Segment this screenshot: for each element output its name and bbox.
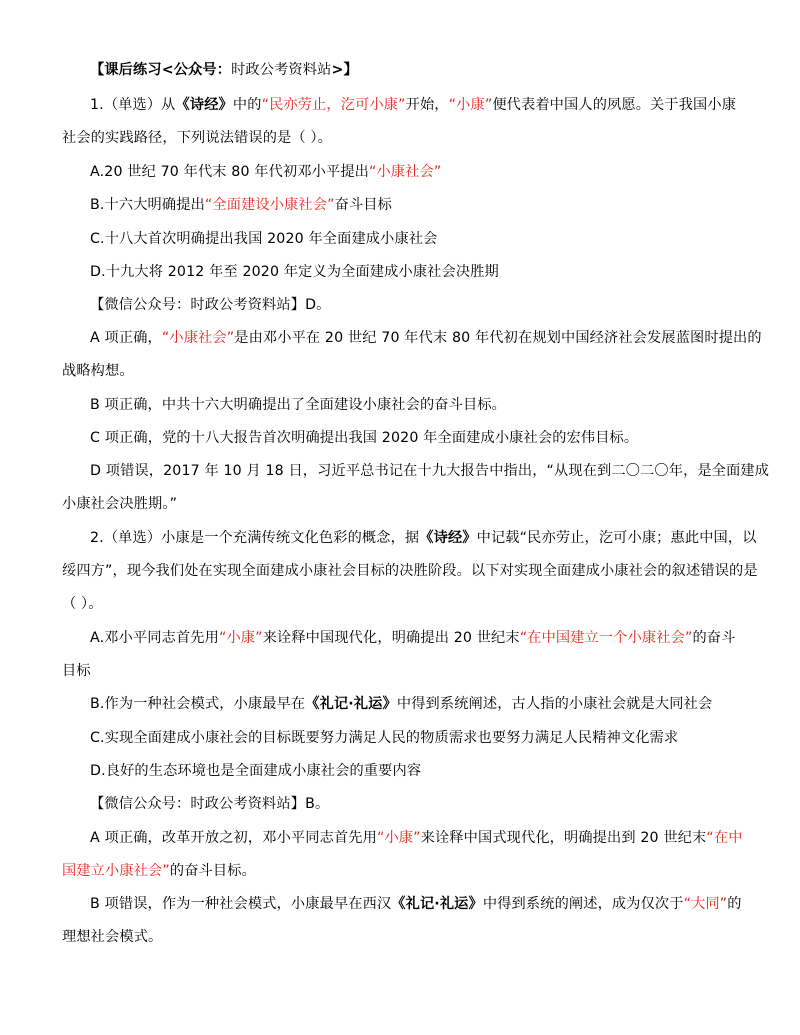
- q1-stem-line-2: 社会的实践路径，下列说法错误的是（ ）。: [62, 130, 332, 146]
- q2-option-b: [90, 694, 712, 714]
- q2-option-a-line-1: [90, 628, 735, 648]
- text-segment: A.20 世纪 70 年代末 80 年代初邓小平提出: [90, 164, 370, 180]
- q1-explain-c: C 项正确，党的十八大报告首次明确提出我国 2020 年全面建成小康社会的宏伟目标。: [90, 430, 639, 446]
- highlighted-quote: “民亦劳止，汔可小康”: [261, 97, 406, 113]
- q2-option-d: D.良好的生态环境也是全面建成小康社会的重要内容: [90, 763, 422, 779]
- text-segment: 中得到系统的阐述，成为仅次于: [482, 896, 684, 912]
- text-segment: A 项正确，改革开放之初，邓小平同志首先用: [90, 830, 377, 846]
- section-header: [90, 60, 358, 80]
- highlighted-quote: “在中国建立一个小康社会”: [519, 630, 693, 646]
- highlighted-quote: “全面建设小康社会”: [204, 197, 335, 213]
- q1-explain-d-line-2: 小康社会决胜期。”: [62, 496, 178, 512]
- book-title: 《诗经》: [419, 530, 477, 546]
- text-segment: A.邓小平同志首先用: [90, 630, 219, 646]
- q2-stem-line-1: [90, 528, 757, 548]
- q1-stem-line-1: [90, 95, 736, 115]
- text-segment: 的: [727, 896, 742, 912]
- book-title: 《礼记·礼运》: [305, 696, 397, 712]
- q2-stem-line-3: （ ）。: [62, 596, 103, 612]
- text-segment: 2.（单选）小康是一个充满传统文化色彩的概念，据: [90, 530, 420, 546]
- q1-option-b: [90, 195, 392, 215]
- q2-option-a-line-2: 目标: [62, 663, 91, 679]
- header-close: >】: [331, 62, 358, 78]
- q1-option-c: C.十八大首次明确提出我国 2020 年全面建成小康社会: [90, 231, 438, 247]
- q1-explain-a-line-2: 战略构想。: [62, 363, 134, 379]
- header-open: 【课后练习<公众号：: [90, 62, 232, 78]
- text-segment: 奋斗目标: [334, 197, 392, 213]
- text-segment: 中的: [232, 97, 262, 113]
- highlighted-quote: “小康”: [218, 630, 263, 646]
- q2-stem-line-2: 绥四方”，现今我们处在实现全面建成小康社会目标的决胜阶段。以下对实现全面建成小康社会的叙述错误的是: [62, 563, 758, 579]
- text-segment: B.十六大明确提出: [90, 197, 205, 213]
- text-segment: 中记载“民亦劳止，汔可小康；惠此中国，以: [476, 530, 757, 546]
- text-segment: 便代表着中国人的夙愿。关于我国小康: [492, 97, 737, 113]
- highlighted-quote: “小康”: [448, 97, 493, 113]
- text-segment: 中得到系统阐述，古人指的小康社会就是大同社会: [396, 696, 713, 712]
- highlighted-quote: “小康”: [376, 830, 421, 846]
- q1-answer: 【微信公众号：时政公考资料站】D。: [90, 297, 331, 313]
- q2-option-c: C.实现全面建成小康社会的目标既要努力满足人民的物质需求也要努力满足人民精神文化需求: [90, 730, 679, 746]
- q1-option-a: [90, 162, 441, 182]
- text-segment: 的奋斗目标。: [169, 863, 256, 879]
- q2-explain-a-line-1: [90, 828, 743, 848]
- text-segment: 来诠释中国式现代化，明确提出到 20 世纪末: [420, 830, 707, 846]
- q2-explain-b-line-2: 理想社会模式。: [62, 929, 163, 945]
- text-segment: B 项错误，作为一种社会模式，小康最早在西汉: [90, 896, 392, 912]
- highlighted-quote: “大同”: [683, 896, 728, 912]
- book-title: 《诗经》: [175, 97, 233, 113]
- q1-explain-a-line-1: [90, 328, 762, 348]
- text-segment: 是由邓小平在 20 世纪 70 年代末 80 年代初在规划中国经济社会发展蓝图时提出的: [234, 330, 762, 346]
- highlighted-quote: 国建立小康社会”: [62, 863, 170, 879]
- header-source-name: 时政公考资料站: [231, 62, 332, 78]
- q2-explain-a-line-2: [62, 861, 256, 881]
- q2-answer: 【微信公众号：时政公考资料站】B。: [90, 796, 330, 812]
- highlighted-quote: “小康社会”: [161, 330, 235, 346]
- q1-option-d: D.十九大将 2012 年至 2020 年定义为全面建成小康社会决胜期: [90, 264, 499, 280]
- q2-explain-b-line-1: [90, 894, 742, 914]
- text-segment: 1.（单选）从: [90, 97, 176, 113]
- text-segment: 来诠释中国现代化，明确提出 20 世纪末: [262, 630, 520, 646]
- text-segment: B.作为一种社会模式，小康最早在: [90, 696, 306, 712]
- q1-explain-d-line-1: D 项错误，2017 年 10 月 18 日，习近平总书记在十九大报告中指出，“从现在到二〇二〇年，是全面建成: [90, 463, 770, 479]
- book-title: 《礼记·礼运》: [391, 896, 483, 912]
- q1-explain-b: B 项正确，中共十六大明确提出了全面建设小康社会的奋斗目标。: [90, 397, 506, 413]
- highlighted-quote: “小康社会”: [369, 164, 442, 180]
- highlighted-quote: “在中: [706, 830, 743, 846]
- text-segment: 的奋斗: [692, 630, 736, 646]
- text-segment: A 项正确，: [90, 330, 162, 346]
- text-segment: 开始，: [405, 97, 449, 113]
